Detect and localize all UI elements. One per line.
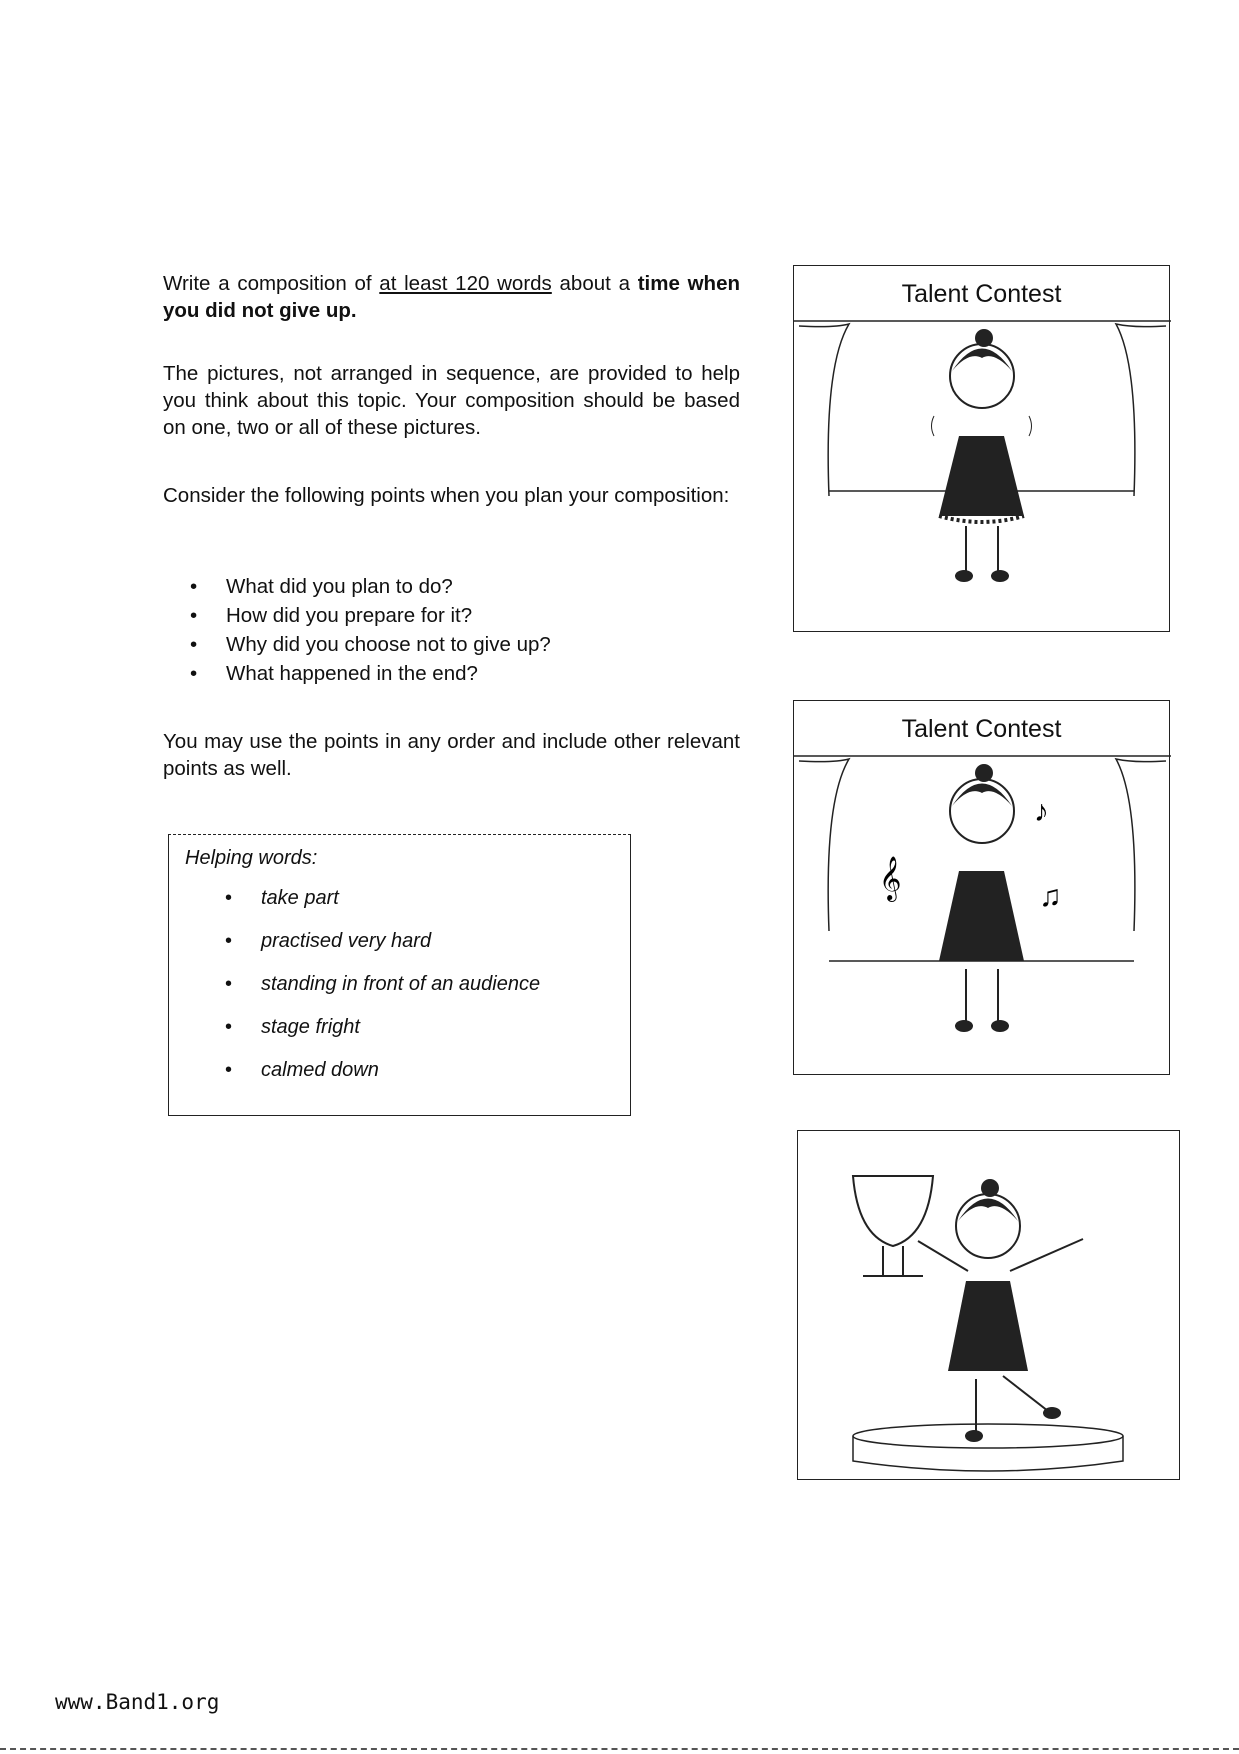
- text: Write a composition of: [163, 272, 380, 295]
- list-item: • calmed down: [225, 1059, 540, 1102]
- list-item: • What did you plan to do?: [190, 572, 551, 601]
- list-item: • How did you prepare for it?: [190, 601, 551, 630]
- picture-title: Talent Contest: [901, 280, 1062, 308]
- helping-words-list: [225, 887, 540, 1102]
- nervous-girl-illustration: [794, 266, 1171, 633]
- page-edge-divider: [0, 1748, 1239, 1750]
- list-item: • take part: [225, 887, 540, 930]
- instruction-paragraph-1: [163, 270, 740, 324]
- topic: time when you did not give up.: [163, 272, 740, 322]
- instruction-paragraph-2: The pictures, not arranged in sequence, are provided to help you think about this topic. Your composition should be based on one, two or all of these pictures.: [163, 362, 740, 439]
- picture-singing-girl: [793, 700, 1170, 1075]
- instruction-paragraph-3: Consider the following points when you plan your composition:: [163, 484, 730, 507]
- instruction-paragraph-4: You may use the points in any order and include other relevant points as well.: [163, 730, 740, 780]
- word-count-requirement: at least 120 words: [379, 272, 552, 295]
- list-item: • stage fright: [225, 1016, 540, 1059]
- picture-title: Talent Contest: [901, 715, 1062, 743]
- points-list: [190, 572, 551, 688]
- picture-trophy-girl: [797, 1130, 1180, 1480]
- list-item: • standing in front of an audience: [225, 973, 540, 1016]
- helping-words-box: [168, 834, 631, 1116]
- music-note-icon: 𝄞: [879, 858, 902, 900]
- picture-nervous-girl: [793, 265, 1170, 632]
- list-item: • What happened in the end?: [190, 659, 551, 688]
- list-item: • practised very hard: [225, 930, 540, 973]
- helping-words-title: Helping words:: [185, 847, 318, 869]
- singing-girl-illustration: [794, 701, 1171, 1076]
- text: about a: [551, 272, 638, 295]
- trophy-girl-illustration: [798, 1131, 1181, 1481]
- trophy-icon: [853, 1176, 933, 1246]
- music-note-icon: ♫: [1039, 880, 1062, 913]
- list-item: • Why did you choose not to give up?: [190, 630, 551, 659]
- music-note-icon: ♪: [1034, 795, 1049, 828]
- footer-url: www.Band1.org: [55, 1690, 220, 1714]
